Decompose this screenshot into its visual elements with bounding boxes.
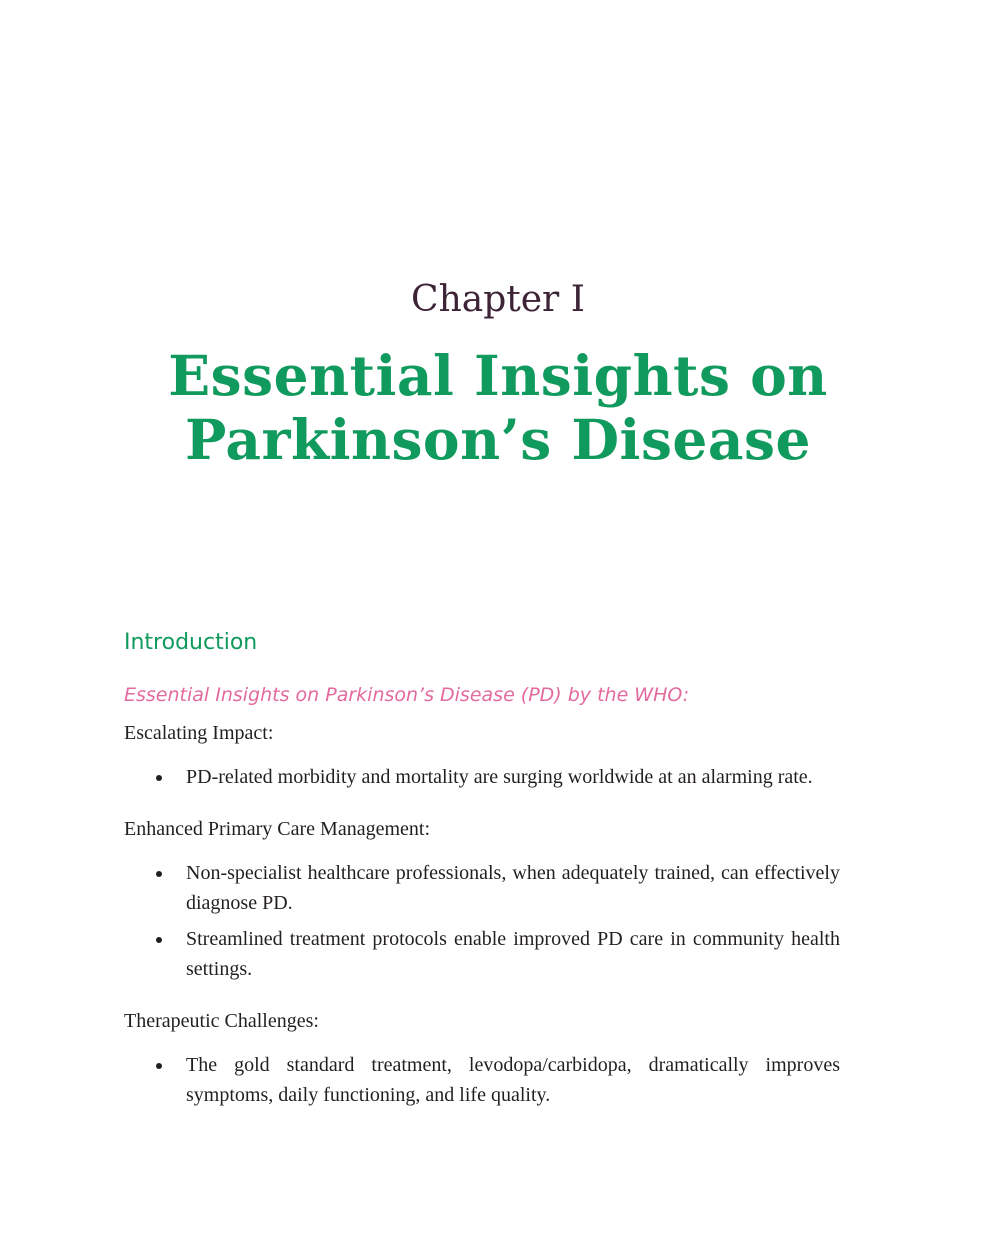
list-item [124,858,840,918]
bullet-icon [156,1063,162,1069]
chapter-title-line-2: Parkinson’s Disease [184,407,812,472]
group-label-escalating-impact: Escalating Impact: [124,722,274,744]
group-label-primary-care: Enhanced Primary Care Management: [124,818,430,840]
list-item [124,762,840,792]
list-item-text: The gold standard treatment, levodopa/carbidopa, dramatically improves symptoms, daily functioning, and life quality. [186,1054,840,1106]
chapter-label: Chapter I [411,279,585,320]
bullet-icon [156,775,162,781]
chapter-title [0,344,996,472]
list-item-text: Non-specialist healthcare professionals, when adequately trained, can effectively diagnose PD. [186,862,840,914]
section-subheading: Essential Insights on Parkinson’s Disease (PD) by the WHO: [124,684,690,706]
bullet-list-primary-care [124,858,840,984]
introduction-section [124,626,840,1116]
list-item-text: PD-related morbidity and mortality are surging worldwide at an alarming rate. [186,766,813,788]
chapter-title-line-1: Essential Insights on [168,343,828,408]
bullet-icon [156,871,162,877]
bullet-list-therapeutic-challenges [124,1050,840,1110]
list-item-text: Streamlined treatment protocols enable improved PD care in community health settings. [186,928,840,980]
group-label-therapeutic-challenges: Therapeutic Challenges: [124,1010,319,1032]
list-item [124,1050,840,1110]
section-heading: Introduction [124,630,258,655]
list-item [124,924,840,984]
bullet-icon [156,937,162,943]
bullet-list-escalating-impact [124,762,840,792]
